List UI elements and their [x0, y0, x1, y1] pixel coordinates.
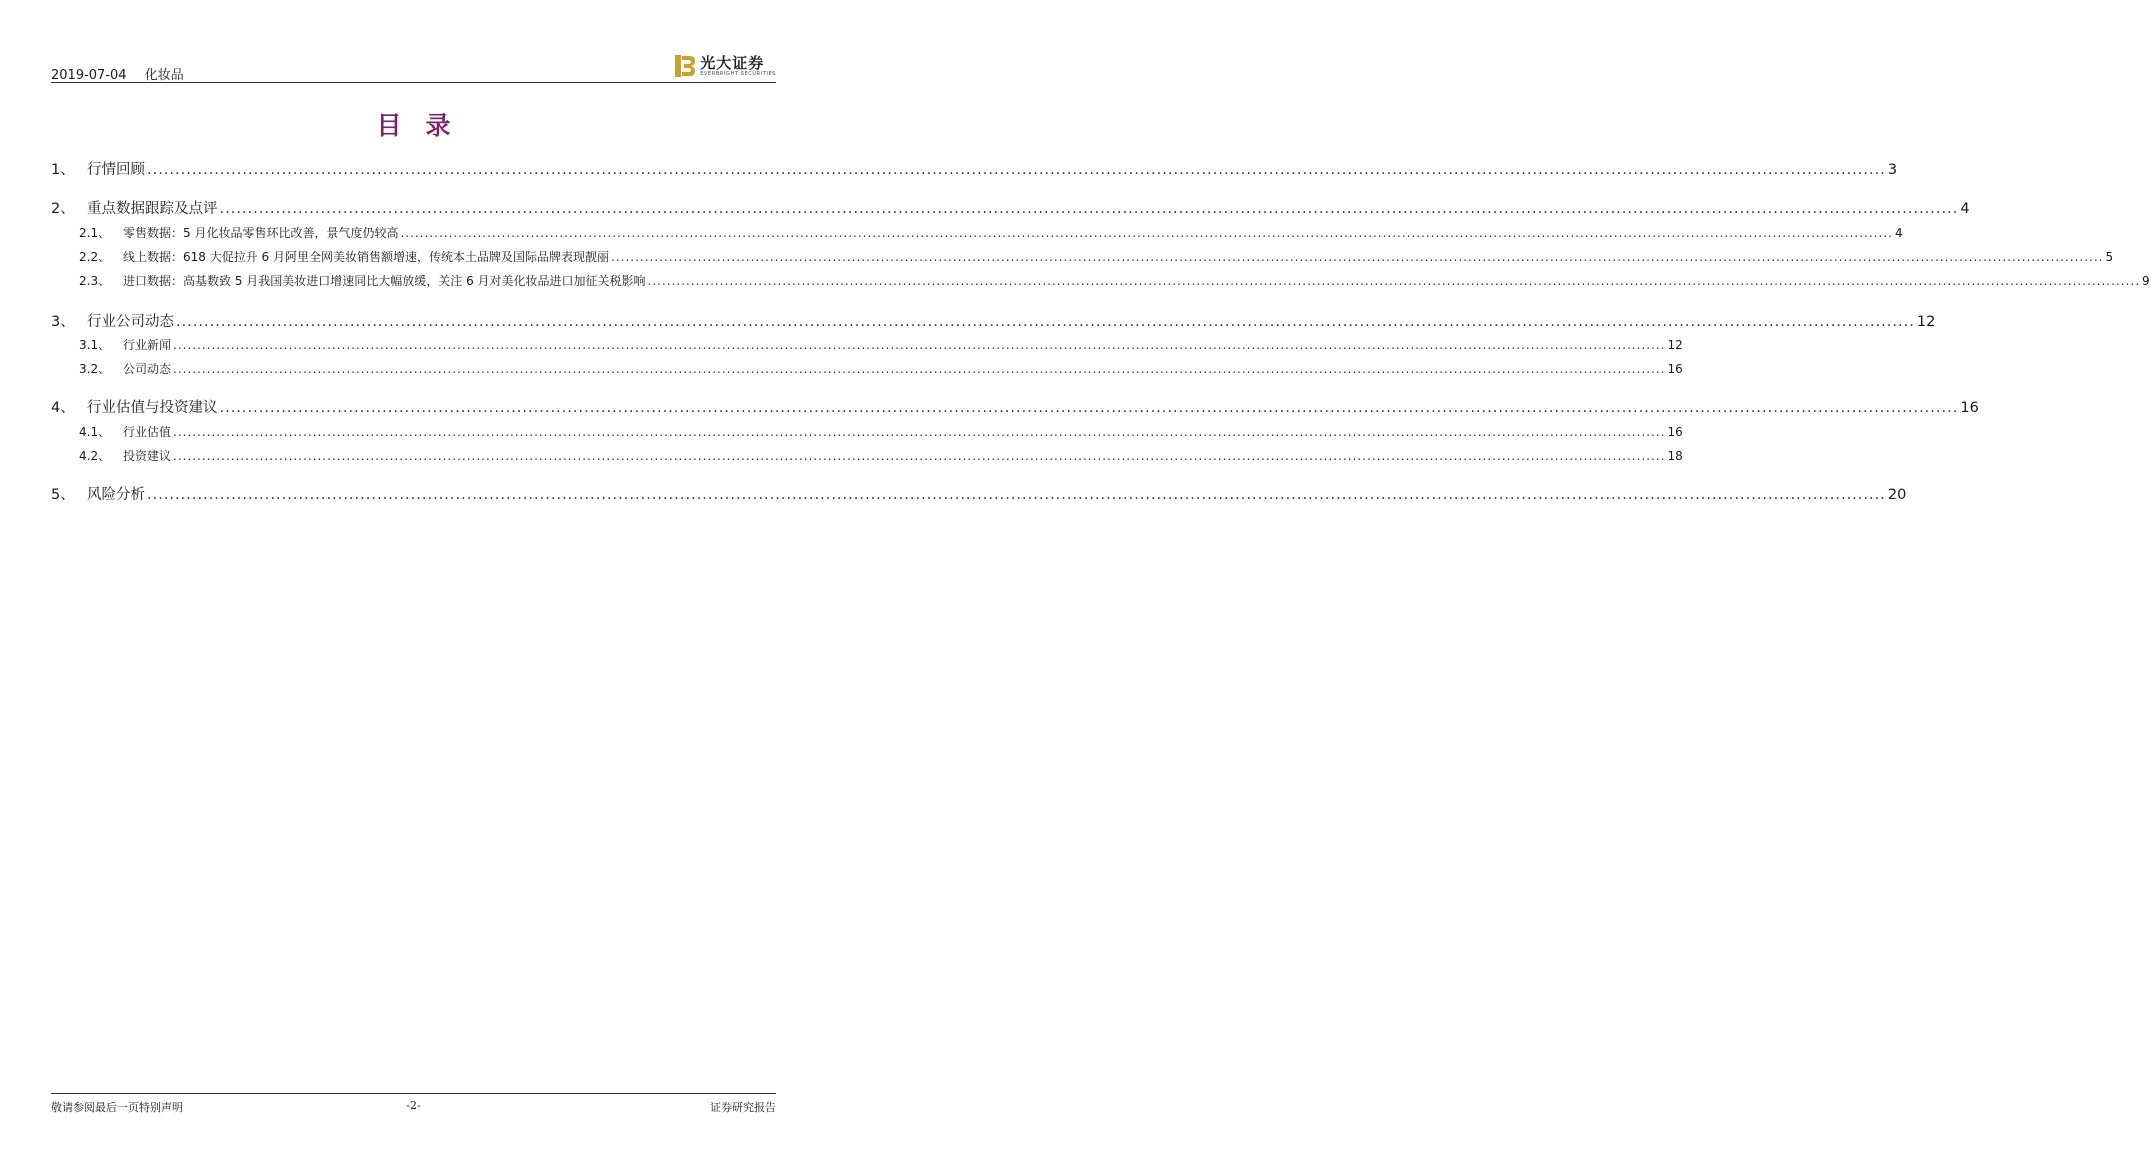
- toc-entry-number: 2.2、: [79, 250, 111, 264]
- toc-entry[interactable]: [51, 396, 1979, 417]
- toc-entry[interactable]: [51, 423, 1683, 440]
- toc-title: 目录: [376, 111, 475, 140]
- toc-entry-number: 4、: [51, 400, 75, 416]
- toc-entry[interactable]: [51, 336, 1683, 353]
- toc-entry[interactable]: [51, 360, 1683, 377]
- page-footer: [51, 1093, 776, 1114]
- toc-entry-title: 零售数据：5 月化妆品零售环比改善，景气度仍较高: [123, 226, 399, 240]
- toc-entry-page: 9: [2142, 274, 2150, 288]
- page-header: [51, 52, 776, 83]
- toc-entry-title: 风险分析: [87, 487, 145, 503]
- toc-leader-dots: [220, 400, 1959, 416]
- toc-leader-dots: [176, 314, 1915, 330]
- toc-leader-dots: [173, 449, 1665, 463]
- toc-entry-number: 1、: [51, 162, 75, 178]
- report-category: 化妆品: [144, 68, 184, 83]
- toc-entry-page: 12: [1916, 314, 1936, 330]
- toc-entry[interactable]: [51, 158, 1898, 179]
- page-number: -2-: [406, 1099, 421, 1112]
- toc-entry[interactable]: [51, 248, 2114, 265]
- company-logo: [674, 52, 776, 80]
- toc-entry-page: 16: [1960, 400, 1979, 416]
- toc-entry-number: 2.1、: [79, 226, 111, 240]
- toc-entry-page: 18: [1667, 449, 1683, 463]
- toc-leader-dots: [147, 162, 1886, 178]
- toc-entry[interactable]: [51, 483, 1907, 504]
- toc-entry-number: 3.2、: [79, 362, 111, 376]
- toc-entry-title: 重点数据跟踪及点评: [87, 201, 218, 217]
- toc-entry-title: 行业估值: [123, 425, 172, 439]
- toc-entry-number: 4.2、: [79, 449, 111, 463]
- toc-leader-dots: [220, 201, 1959, 217]
- logo-text-en: EVERBRIGHT SECURITIES: [700, 70, 776, 77]
- report-type: 证券研究报告: [710, 1101, 776, 1114]
- toc-leader-dots: [147, 487, 1886, 503]
- toc-entry-page: 12: [1667, 338, 1683, 352]
- disclaimer-note: 敬请参阅最后一页特别声明: [51, 1101, 183, 1114]
- toc-entry-title: 行业公司动态: [87, 314, 174, 330]
- toc-entry-number: 3、: [51, 314, 75, 330]
- toc-leader-dots: [611, 250, 2103, 264]
- toc-leader-dots: [648, 274, 2140, 288]
- toc-entry-number: 4.1、: [79, 425, 111, 439]
- toc-entry-title: 行业新闻: [123, 338, 172, 352]
- toc-entry-title: 进口数据：高基数致 5 月我国美妆进口增速同比大幅放缓，关注 6 月对美化妆品进口加征关税影响: [123, 274, 646, 288]
- toc-entry-title: 行业估值与投资建议: [87, 400, 218, 416]
- toc-leader-dots: [173, 425, 1665, 439]
- toc-entry-number: 5、: [51, 487, 75, 503]
- toc-entry[interactable]: [51, 447, 1683, 464]
- header-info: [51, 64, 184, 83]
- toc-entry-title: 行情回顾: [87, 162, 145, 178]
- toc-entry-page: 20: [1887, 487, 1907, 503]
- toc-entry-page: 16: [1667, 425, 1683, 439]
- toc-leader-dots: [173, 362, 1665, 376]
- toc-entry[interactable]: [51, 224, 1903, 241]
- toc-entry-number: 3.1、: [79, 338, 111, 352]
- toc-entry-page: 4: [1894, 226, 1903, 240]
- toc-entry-page: 16: [1667, 362, 1683, 376]
- toc-entry-number: 2.3、: [79, 274, 111, 288]
- toc-entry-title: 线上数据：618 大促拉升 6 月阿里全网美妆销售额增速，传统本土品牌及国际品牌表现靓丽: [123, 250, 609, 264]
- toc-entry-page: 5: [2105, 250, 2114, 264]
- everbright-logo-icon: [674, 54, 696, 78]
- toc-leader-dots: [400, 226, 1892, 240]
- toc-entry-title: 公司动态: [123, 362, 172, 376]
- toc-entry-number: 2、: [51, 201, 75, 217]
- report-date: 2019-07-04: [51, 68, 127, 83]
- toc-entry-page: 3: [1887, 162, 1898, 178]
- toc-leader-dots: [173, 338, 1665, 352]
- toc-entry[interactable]: [51, 197, 1970, 218]
- toc-entry-page: 4: [1960, 201, 1970, 217]
- toc-entry[interactable]: [51, 310, 1936, 331]
- logo-text-cn: 光大证券: [700, 53, 765, 72]
- toc-entry[interactable]: [51, 272, 2150, 289]
- toc-entry-title: 投资建议: [123, 449, 172, 463]
